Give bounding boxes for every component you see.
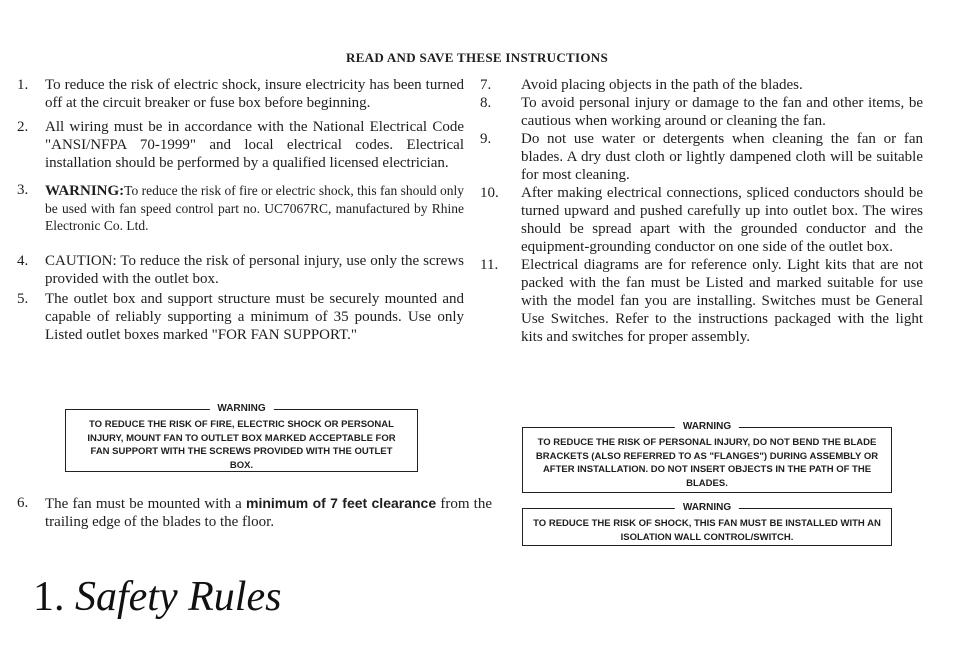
item-number: 9. <box>480 131 492 147</box>
instruction-item-10 <box>480 184 923 256</box>
instruction-item-7 <box>480 76 923 94</box>
warning-text: TO REDUCE THE RISK OF FIRE, ELECTRIC SHOCK OR PERSONAL INJURY, MOUNT FAN TO OUTLET BOX MARKED ACCEPTABLE FOR FAN SUPPORT WITH THE SCREWS PROVIDED WITH THE OUTLET BOX. <box>87 419 396 471</box>
item-number: 11. <box>480 257 499 273</box>
item-text: To avoid personal injury or damage to the fan and other items, be cautious when working around or cleaning the fan. <box>521 95 923 129</box>
warning-text: TO REDUCE THE RISK OF PERSONAL INJURY, DO NOT BEND THE BLADE BRACKETS (ALSO REFERRED TO AS "FLANGES") DURING ASSEMBLY OR AFTER INSTALLATION. DO NOT INSERT OBJECTS IN THE PATH OF THE BLADES. <box>535 437 879 489</box>
instruction-item-9 <box>480 130 923 184</box>
item-text-pre: The fan must be mounted with a <box>45 496 247 512</box>
warning-title: WARNING <box>675 420 739 434</box>
left-column <box>17 76 464 344</box>
item-number: 8. <box>480 95 492 111</box>
instruction-item-3 <box>17 182 464 234</box>
item-text: Electrical diagrams are for reference only. Light kits that are not packed with the fan must be Listed and marked suitable for use with the model fan you are installing. Switches must be General Use Switches. Refer to the instructions packaged with the light kits and switches for proper assembly. <box>521 257 923 345</box>
warning-box-fan-support <box>65 403 418 472</box>
item-number: 3. <box>17 182 29 198</box>
instruction-item-2 <box>17 118 464 172</box>
page-header: READ AND SAVE THESE INSTRUCTIONS <box>346 50 608 65</box>
item-number: 6. <box>17 495 29 511</box>
section-number: 1. <box>33 574 65 620</box>
warning-lead: WARNING: <box>45 183 125 199</box>
instruction-item-6 <box>17 494 492 531</box>
item-number: 4. <box>17 253 29 269</box>
item-number: 10. <box>480 185 499 201</box>
item-text-post: from the trailing edge of the blades to the floor. <box>45 496 493 530</box>
item-text: Avoid placing objects in the path of the blades. <box>521 77 803 93</box>
item-text-bold: minimum of 7 feet clearance <box>246 495 437 511</box>
warning-title: WARNING <box>675 501 739 515</box>
item-text: The outlet box and support structure must be securely mounted and capable of reliably supporting a minimum of 35 pounds. Use only Listed outlet boxes marked "FOR FAN SUPPORT." <box>45 291 464 343</box>
warning-text: TO REDUCE THE RISK OF SHOCK, THIS FAN MUST BE INSTALLED WITH AN ISOLATION WALL CONTROL/SWITCH. <box>533 518 881 543</box>
item-text: CAUTION: To reduce the risk of personal injury, use only the screws provided with the outlet box. <box>45 253 464 287</box>
warning-box-isolation-switch <box>522 502 892 546</box>
instruction-item-4 <box>17 252 464 288</box>
section-title-text: Safety Rules <box>75 574 282 620</box>
item-text: After making electrical connections, spliced conductors should be turned upward and pushed carefully up into outlet box. The wires should be spread apart with the grounded conductor and the equipment-grounding conductor on one side of the outlet box. <box>521 185 923 255</box>
warning-title: WARNING <box>209 402 273 416</box>
section-title <box>33 572 281 622</box>
item-text: To reduce the risk of electric shock, insure electricity has been turned off at the circuit breaker or fuse box before beginning. <box>45 77 464 111</box>
item-number: 5. <box>17 291 29 307</box>
right-column <box>480 76 923 346</box>
item-number: 1. <box>17 77 29 93</box>
item-text: Do not use water or detergents when cleaning the fan or fan blades. A dry dust cloth or lightly dampened cloth will be suitable for most cleaning. <box>521 131 923 183</box>
item-number: 7. <box>480 77 492 93</box>
instruction-item-1 <box>17 76 464 112</box>
item-text: All wiring must be in accordance with the National Electrical Code "ANSI/NFPA 70-1999" and local electrical codes. Electrical installation should be performed by a qualified licensed electrician. <box>45 119 464 171</box>
instruction-item-8 <box>480 94 923 130</box>
item-number: 2. <box>17 119 29 135</box>
warning-box-blade-brackets <box>522 421 892 493</box>
instruction-item-11 <box>480 256 923 346</box>
item-text: To reduce the risk of fire or electric shock, this fan should only be used with fan speed control part no. UC7067RC, manufactured by Rhine Electronic Co. Ltd. <box>45 183 464 233</box>
instruction-item-5 <box>17 290 464 344</box>
